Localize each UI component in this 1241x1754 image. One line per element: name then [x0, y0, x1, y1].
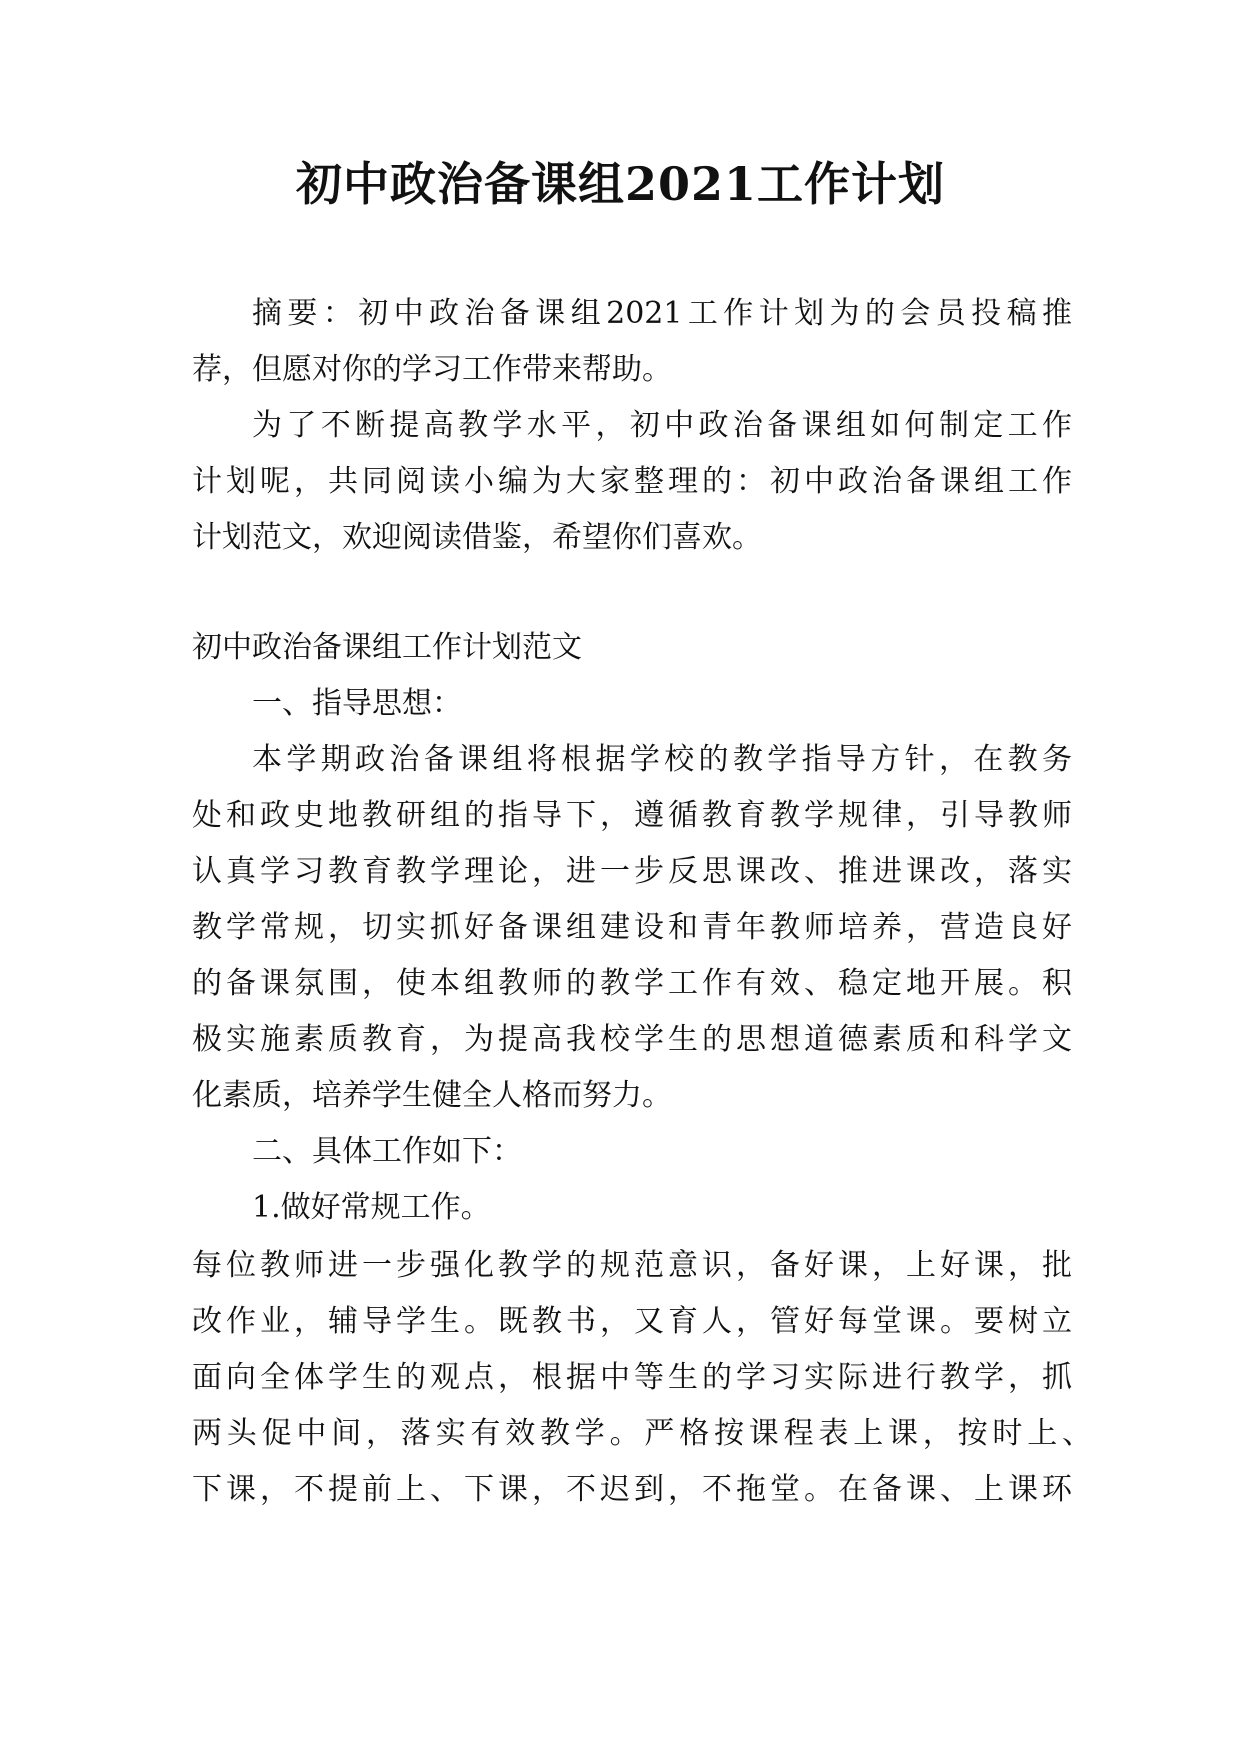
paragraph-line: 两头促中间，落实有效教学。严格按课程表上课，按时上、: [192, 1416, 1092, 1451]
paragraph-line: 荐，但愿对你的学习工作带来帮助。: [192, 352, 672, 387]
subsection-heading: 1.做好常规工作。: [252, 1190, 491, 1225]
section-heading: 二、具体工作如下：: [252, 1134, 522, 1169]
paragraph-line: 本学期政治备课组将根据学校的教学指导方针，在教务: [252, 742, 1072, 777]
paragraph-line: 面向全体学生的观点，根据中等生的学习实际进行教学，抓: [192, 1360, 1072, 1395]
paragraph-line: 下课，不提前上、下课，不迟到，不拖堂。在备课、上课环: [192, 1472, 1072, 1507]
paragraph-line: 摘要：初中政治备课组2021工作计划为的会员投稿推: [252, 296, 1072, 331]
paragraph-line: 教学常规，切实抓好备课组建设和青年教师培养，营造良好: [192, 910, 1072, 945]
paragraph-line: 处和政史地教研组的指导下，遵循教育教学规律，引导教师: [192, 798, 1072, 833]
paragraph-line: 计划呢，共同阅读小编为大家整理的：初中政治备课组工作: [192, 464, 1072, 499]
paragraph-line: 的备课氛围，使本组教师的教学工作有效、稳定地开展。积: [192, 966, 1072, 1001]
paragraph-line: 改作业，辅导学生。既教书，又育人，管好每堂课。要树立: [192, 1304, 1072, 1339]
paragraph-line: 计划范文，欢迎阅读借鉴，希望你们喜欢。: [192, 520, 762, 555]
paragraph-line: 认真学习教育教学理论，进一步反思课改、推进课改，落实: [192, 854, 1072, 889]
document-title: 初中政治备课组2021工作计划: [295, 157, 946, 211]
paragraph-line: 极实施素质教育，为提高我校学生的思想道德素质和科学文: [192, 1022, 1072, 1057]
paragraph-line: 每位教师进一步强化教学的规范意识，备好课，上好课，批: [192, 1248, 1072, 1283]
paragraph-line: 为了不断提高教学水平，初中政治备课组如何制定工作: [252, 408, 1072, 443]
paragraph-line: 化素质，培养学生健全人格而努力。: [192, 1078, 672, 1113]
section-heading: 一、指导思想：: [252, 686, 462, 721]
section-heading: 初中政治备课组工作计划范文: [192, 630, 582, 665]
